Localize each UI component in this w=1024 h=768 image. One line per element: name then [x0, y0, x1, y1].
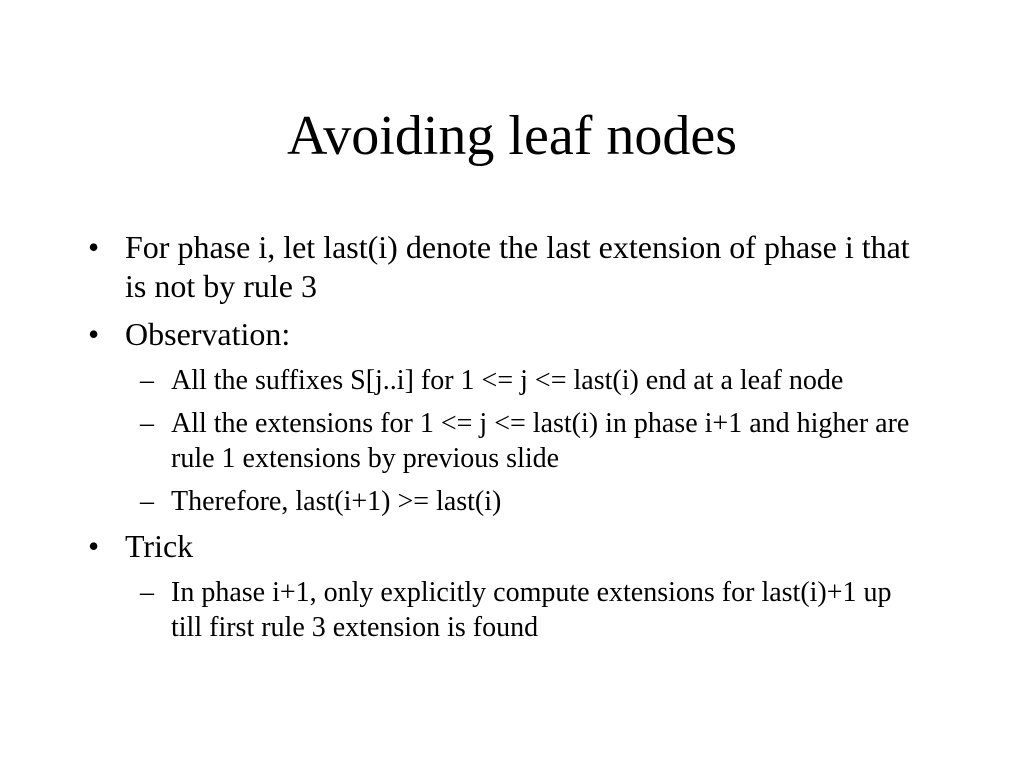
- bullet-icon: •: [88, 528, 100, 564]
- sub-bullet-item-extensions: [0, 406, 1024, 476]
- bullet-text: For phase i, let last(i) denote the last extension of phase i that is not by rule 3: [125, 229, 910, 304]
- sub-bullet-item-suffixes: [0, 363, 1024, 398]
- slide-title: Avoiding leaf nodes: [287, 105, 737, 167]
- bullet-icon: •: [88, 316, 100, 352]
- bullet-item-observation: [0, 315, 1024, 354]
- dash-icon: –: [140, 408, 154, 439]
- sub-bullet-text: Therefore, last(i+1) >= last(i): [171, 486, 502, 517]
- sub-bullet-item-therefore: [0, 484, 1024, 519]
- bullet-item-phase-definition: [0, 228, 1024, 306]
- dash-icon: –: [140, 577, 154, 608]
- sub-bullet-text: In phase i+1, only explicitly compute extensions for last(i)+1 up till first rule 3 extension is found: [171, 577, 892, 643]
- sub-bullet-text: All the suffixes S[j..i] for 1 <= j <= last(i) end at a leaf node: [171, 365, 844, 396]
- bullet-item-trick: [0, 527, 1024, 566]
- dash-icon: –: [140, 365, 154, 396]
- bullet-text: Observation:: [125, 316, 291, 352]
- bullet-text: Trick: [125, 528, 194, 564]
- sub-bullet-text: All the extensions for 1 <= j <= last(i) in phase i+1 and higher are rule 1 extensions by previous slide: [171, 408, 910, 474]
- bullet-icon: •: [88, 229, 100, 265]
- sub-bullet-item-phase-compute: [0, 575, 1024, 645]
- slide-content: [0, 228, 1024, 653]
- dash-icon: –: [140, 486, 154, 517]
